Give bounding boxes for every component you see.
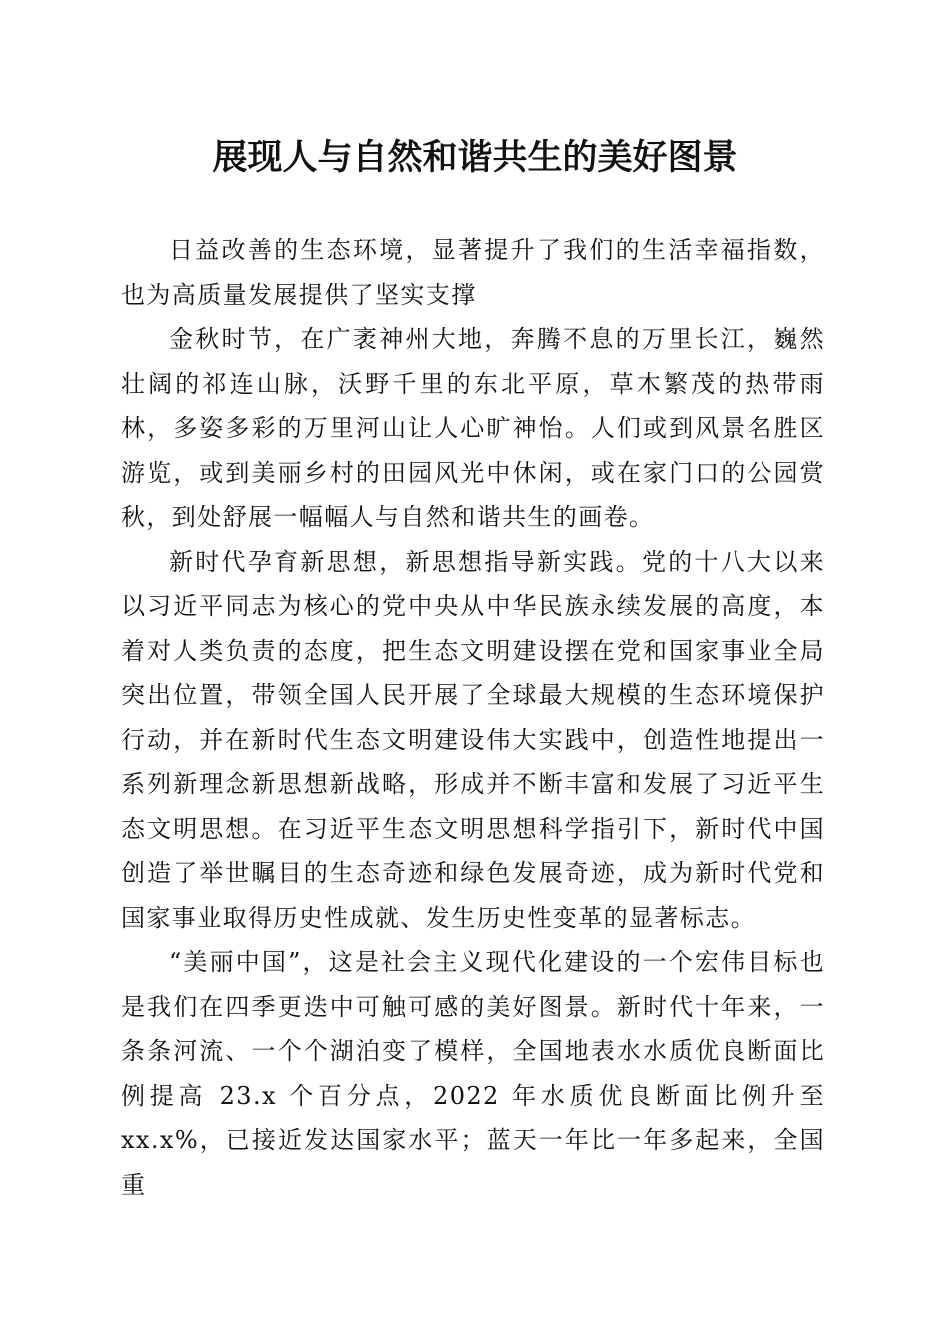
paragraph-4: “美丽中国”，这是社会主义现代化建设的一个宏伟目标也是我们在四季更迭中可触可感的美好图景。新时代十年来，一条条河流、一个个湖泊变了模样，全国地表水水质优良断面比例提高 23.x 个百分点，2022 年水质优良断面比例升至 xx.x%，已接近发达国家水平；蓝天一年比一年多起来，全国重	[121, 948, 825, 1199]
paragraph-1: 日益改善的生态环境，显著提升了我们的生活幸福指数，也为高质量发展提供了坚实支撑	[121, 236, 825, 309]
document-body	[121, 228, 825, 1207]
paragraph-3: 新时代孕育新思想，新思想指导新实践。党的十八大以来以习近平同志为核心的党中央从中华民族永续发展的高度，本着对人类负责的态度，把生态文明建设摆在党和国家事业全局突出位置，带领全国人民开展了全球最大规模的生态环境保护行动，并在新时代生态文明建设伟大实践中，创造性地提出一系列新理念新思想新战略，形成并不断丰富和发展了习近平生态文明思想。在习近平生态文明思想科学指引下，新时代中国创造了举世瞩目的生态奇迹和绿色发展奇迹，成为新时代党和国家事业取得历史性成就、发生历史性变革的显著标志。	[121, 547, 825, 932]
document-title: 展现人与自然和谐共生的美好图景	[212, 137, 738, 178]
paragraph-2: 金秋时节，在广袤神州大地，奔腾不息的万里长江，巍然壮阔的祁连山脉，沃野千里的东北平原，草木繁茂的热带雨林，多姿多彩的万里河山让人心旷神怡。人们或到风景名胜区游览，或到美丽乡村的田园风光中休闲，或在家门口的公园赏秋，到处舒展一幅幅人与自然和谐共生的画卷。	[121, 325, 825, 531]
